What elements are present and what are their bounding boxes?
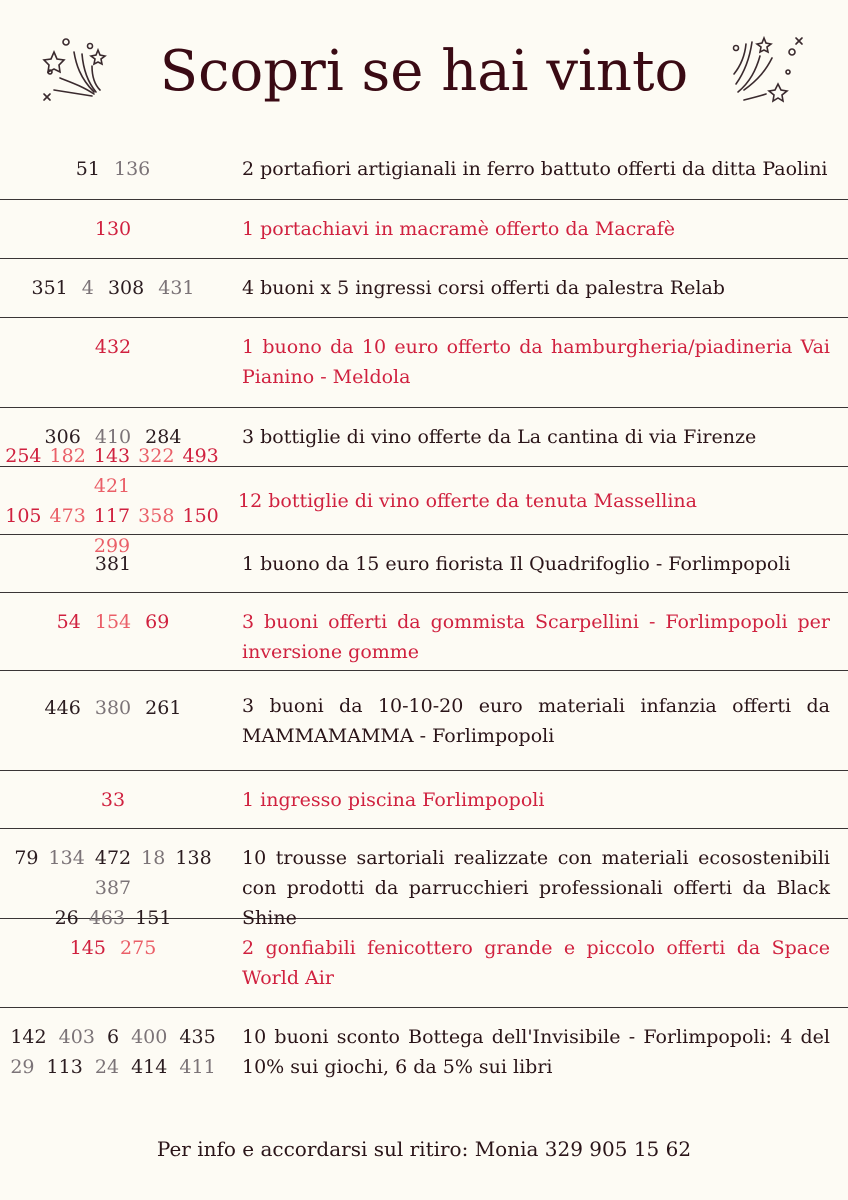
winning-numbers <box>0 549 226 579</box>
winning-numbers <box>0 318 226 362</box>
prize-description: 1 portachiavi in macramè offerto da Macrafè <box>242 218 675 240</box>
winning-number: 446 <box>44 697 81 719</box>
prize-row <box>0 593 848 671</box>
winning-number: 351 <box>31 277 68 299</box>
winning-number: 400 <box>131 1026 168 1048</box>
winning-number: 69 <box>145 611 170 633</box>
winning-number: 182 <box>49 444 86 467</box>
prize-row <box>0 444 848 557</box>
winning-number: 435 <box>179 1026 216 1048</box>
prize-row <box>0 1008 848 1098</box>
winning-number: 463 <box>88 907 126 929</box>
winning-numbers <box>0 671 226 723</box>
prize-description: 4 buoni x 5 ingressi corsi offerti da palestra Relab <box>242 277 725 299</box>
winning-number: 473 <box>49 504 86 527</box>
page-title: Scopri se hai vinto <box>159 39 689 104</box>
winning-number: 308 <box>107 277 145 299</box>
winning-number: 29 <box>10 1056 35 1078</box>
winning-number: 54 <box>56 611 81 633</box>
winning-number: 472 <box>94 847 132 869</box>
winning-numbers <box>0 1008 226 1082</box>
prize-description: 12 bottiglie di vino offerte da tenuta Massellina <box>238 489 697 512</box>
prize-description: 1 ingresso piscina Forlimpopoli <box>242 788 545 811</box>
winning-number: 138 <box>175 847 212 869</box>
prize-description: 3 buoni offerti da gommista Scarpellini - Forlimpopoli per inversione gomme <box>242 611 830 663</box>
winning-number: 18 <box>141 847 166 869</box>
winning-number: 261 <box>145 697 182 719</box>
prize-description: 2 gonfiabili fenicottero grande e piccolo offerti da Space World Air <box>242 937 830 989</box>
prize-row <box>0 259 848 318</box>
prize-description: 3 buoni da 10-10-20 euro materiali infanzia offerti da MAMMAMAMMA - Forlimpopoli <box>242 694 830 747</box>
winning-number: 421 <box>93 474 131 497</box>
winning-number: 150 <box>182 504 219 527</box>
prize-description: 10 buoni sconto Bottega dell'Invisibile - Forlimpopoli: 4 del 10% sui giochi, 6 da 5% sui libri <box>242 1026 830 1078</box>
winning-number: 105 <box>5 504 42 527</box>
winning-number: 403 <box>58 1026 95 1048</box>
winning-number: 117 <box>93 504 131 527</box>
winning-numbers <box>2 441 222 561</box>
prize-description: 3 bottiglie di vino offerte da La cantina di via Firenze <box>242 426 757 448</box>
winning-number: 431 <box>158 277 195 299</box>
prize-description: 1 buono da 10 euro offerto da hamburgheria/piadineria Vai Pianino - Meldola <box>242 336 830 388</box>
winning-numbers <box>0 919 226 963</box>
winning-numbers <box>0 154 226 184</box>
winning-number: 134 <box>48 847 85 869</box>
winning-numbers <box>0 273 226 303</box>
winning-numbers <box>0 785 226 815</box>
winning-number: 306 <box>44 426 81 448</box>
winning-number: 143 <box>93 444 131 467</box>
winning-number: 254 <box>5 444 42 467</box>
prize-row <box>0 318 848 408</box>
winning-number: 4 <box>81 277 94 299</box>
winning-number: 284 <box>145 426 182 448</box>
prize-row <box>0 771 848 829</box>
winning-number: 381 <box>94 552 132 575</box>
winning-number: 51 <box>75 157 100 180</box>
winning-number: 410 <box>94 426 132 448</box>
prize-row <box>0 200 848 259</box>
winning-number: 358 <box>138 504 175 527</box>
winning-numbers <box>0 829 226 933</box>
winning-number: 26 <box>54 907 79 929</box>
winning-number: 322 <box>138 444 175 467</box>
winning-number: 142 <box>10 1026 47 1048</box>
winning-numbers <box>0 214 226 244</box>
prize-row <box>0 671 848 771</box>
winning-number: 113 <box>46 1056 83 1078</box>
winning-number: 154 <box>94 611 132 633</box>
prize-list <box>0 138 848 1098</box>
winning-number: 299 <box>93 534 131 557</box>
winning-number: 33 <box>100 788 126 811</box>
winning-number: 380 <box>94 697 132 719</box>
prize-description: 10 trousse sartoriali realizzate con materiali ecosostenibili con prodotti da parrucchieri professionali offerti da Black Shine <box>242 847 830 929</box>
winning-number: 275 <box>120 937 157 959</box>
prize-description: 1 buono da 15 euro fiorista Il Quadrifoglio - Forlimpopoli <box>242 552 791 575</box>
winning-number: 79 <box>14 847 39 869</box>
prize-row <box>0 919 848 1008</box>
winning-number: 6 <box>106 1026 120 1048</box>
winning-number: 414 <box>131 1056 168 1078</box>
winning-number: 151 <box>135 907 172 929</box>
winning-number: 24 <box>94 1056 120 1078</box>
prize-row <box>0 138 848 200</box>
winning-numbers <box>0 593 226 637</box>
winning-number: 493 <box>182 444 219 467</box>
winning-number: 432 <box>94 336 132 358</box>
prize-description: 2 portafiori artigianali in ferro battuto offerti da ditta Paolini <box>242 157 828 180</box>
winning-number: 145 <box>69 937 106 959</box>
prize-row <box>0 829 848 929</box>
contact-info: Per info e accordarsi sul ritiro: Monia 329 905 15 62 <box>156 1137 692 1161</box>
winning-number: 411 <box>179 1056 216 1078</box>
winning-number: 136 <box>113 157 151 180</box>
winning-number: 130 <box>94 218 132 240</box>
winning-number: 387 <box>94 877 132 899</box>
